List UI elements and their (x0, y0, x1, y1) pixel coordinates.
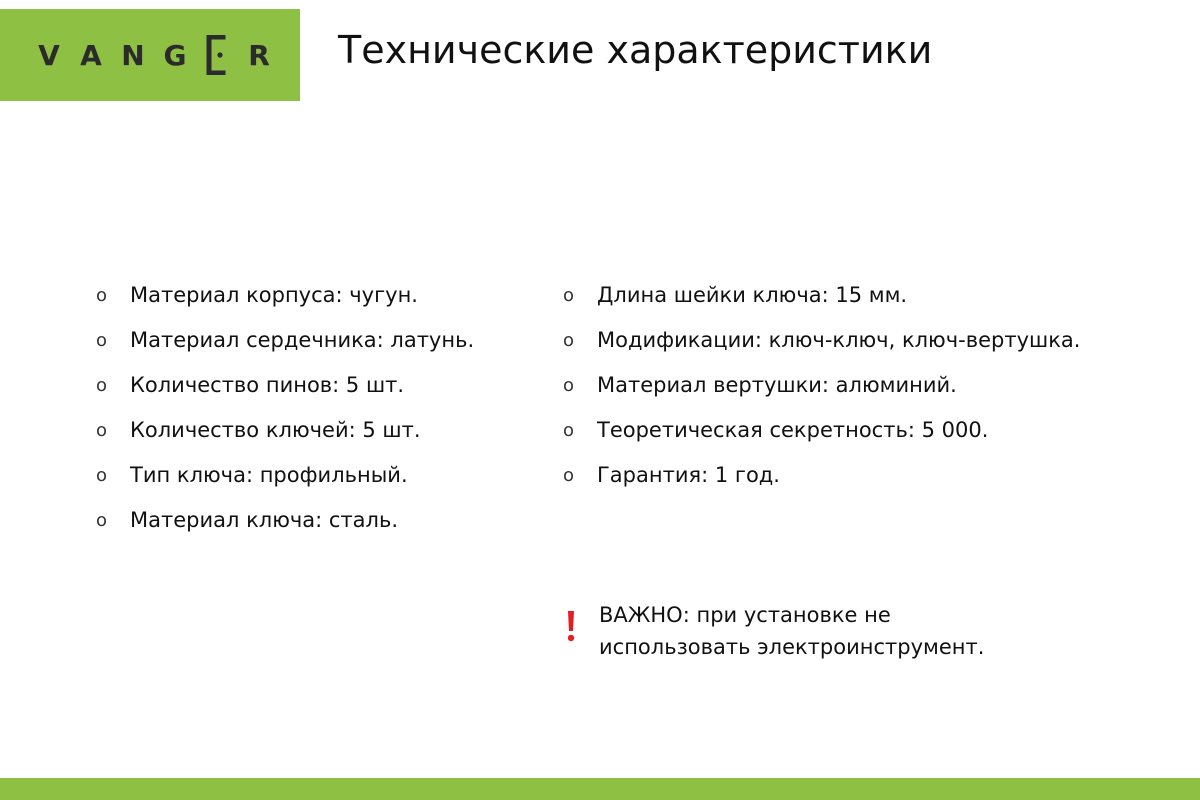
footer-bar (0, 778, 1200, 800)
page-title: Технические характеристики (338, 28, 933, 72)
spec-text: Длина шейки ключа: 15 мм. (597, 282, 908, 307)
door-icon (196, 35, 238, 75)
list-item (96, 452, 474, 497)
bullet-icon: o (563, 464, 575, 486)
list-item (563, 362, 1080, 407)
list-item (96, 317, 474, 362)
list-item (563, 452, 1080, 497)
bullet-icon: o (563, 329, 575, 351)
list-item (96, 407, 474, 452)
bullet-icon: o (96, 419, 108, 441)
list-item (563, 272, 1080, 317)
spec-text: Тип ключа: профильный. (130, 462, 408, 487)
list-item (96, 272, 474, 317)
spec-text: Материал вертушки: алюминий. (597, 372, 957, 397)
bullet-icon: o (96, 284, 108, 306)
logo-letter: N (121, 38, 145, 72)
spec-list-right (563, 272, 1080, 497)
list-item (563, 317, 1080, 362)
bullet-icon: o (96, 374, 108, 396)
bullet-icon: o (96, 464, 108, 486)
logo-letter: R (248, 38, 270, 72)
spec-text: Материал сердечника: латунь. (130, 327, 475, 352)
bullet-icon: o (563, 374, 575, 396)
logo-banner (0, 9, 300, 101)
spec-list-left (96, 272, 474, 542)
exclamation-icon (565, 599, 599, 647)
list-item (96, 497, 474, 542)
spec-text: Материал корпуса: чугун. (130, 282, 418, 307)
bullet-icon: o (563, 419, 575, 441)
spec-text: Гарантия: 1 год. (597, 462, 780, 487)
bullet-icon: o (563, 284, 575, 306)
logo-letter: G (163, 38, 187, 72)
spec-text: Количество ключей: 5 шт. (130, 417, 421, 442)
list-item (563, 407, 1080, 452)
spec-text: Модификации: ключ-ключ, ключ-вертушка. (597, 327, 1081, 352)
list-item (96, 362, 474, 407)
warning-notice (565, 599, 1039, 663)
bullet-icon: o (96, 509, 108, 531)
spec-text: Теоретическая секретность: 5 000. (597, 417, 989, 442)
bullet-icon: o (96, 329, 108, 351)
logo-letter: A (80, 38, 102, 72)
vanger-logo (28, 35, 280, 75)
spec-text: Количество пинов: 5 шт. (130, 372, 405, 397)
logo-letter: V (38, 38, 60, 72)
warning-text: ВАЖНО: при установке не использовать электроинструмент. (599, 603, 985, 659)
spec-text: Материал ключа: сталь. (130, 507, 399, 532)
